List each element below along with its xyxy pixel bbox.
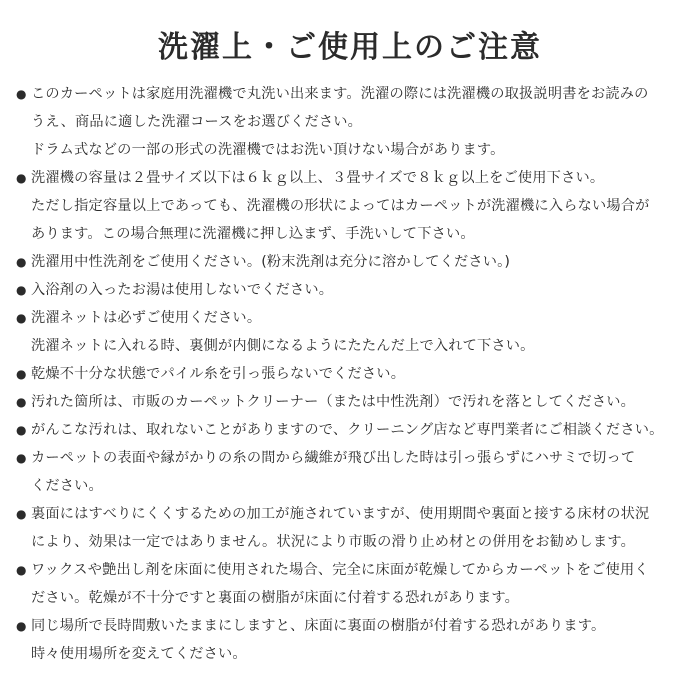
caution-item <box>16 304 696 360</box>
caution-text: 洗濯ネットは必ずご使用ください。 <box>31 310 262 326</box>
caution-item-first-line <box>16 556 696 584</box>
bullet-icon: ● <box>16 563 27 577</box>
caution-item-first-line <box>16 388 696 416</box>
caution-text: 入浴剤の入ったお湯は使用しないでください。 <box>31 282 334 298</box>
caution-text: 時々使用場所を変えてください。 <box>31 646 247 662</box>
caution-item-continuation-line <box>16 528 696 556</box>
bullet-icon: ● <box>16 507 27 521</box>
bullet-icon: ● <box>16 311 27 325</box>
caution-item <box>16 388 696 416</box>
caution-text: 同じ場所で長時間敷いたままにしますと、床面に裏面の樹脂が付着する恐れがあります。 <box>31 618 606 634</box>
caution-item-continuation-line <box>16 108 696 136</box>
caution-item-first-line <box>16 416 696 444</box>
bullet-icon: ● <box>16 283 27 297</box>
caution-text: あります。この場合無理に洗濯機に押し込まず、手洗いして下さい。 <box>31 226 475 242</box>
bullet-icon: ● <box>16 451 27 465</box>
caution-item <box>16 500 696 556</box>
caution-text: ください。 <box>31 478 103 494</box>
caution-text: このカーペットは家庭用洗濯機で丸洗い出来ます。洗濯の際には洗濯機の取扱説明書をお読みの <box>31 86 649 102</box>
caution-text: ワックスや艶出し剤を床面に使用された場合、完全に床面が乾燥してからカーペットをご使用く <box>31 562 649 578</box>
bullet-icon: ● <box>16 395 27 409</box>
caution-item-first-line <box>16 276 696 304</box>
caution-item-first-line <box>16 612 696 640</box>
caution-list <box>16 80 696 668</box>
caution-item-continuation-line <box>16 472 696 500</box>
caution-text: ただし指定容量以上であっても、洗濯機の形状によってはカーペットが洗濯機に入らない場合が <box>31 198 650 214</box>
caution-item-continuation-line <box>16 192 696 220</box>
caution-item-first-line <box>16 360 696 388</box>
caution-item-continuation-line <box>16 332 696 360</box>
caution-item <box>16 164 696 248</box>
caution-text: ドラム式などの一部の形式の洗濯機ではお洗い頂けない場合があります。 <box>31 142 505 158</box>
caution-text: 洗濯ネットに入れる時、裏側が内側になるようにたたんだ上で入れて下さい。 <box>31 338 535 354</box>
caution-item-first-line <box>16 164 696 192</box>
caution-text: 乾燥不十分な状態でパイル糸を引っ張らないでください。 <box>31 366 406 382</box>
caution-text: 汚れた箇所は、市販のカーペットクリーナー（または中性洗剤）で汚れを落としてください。 <box>31 394 635 410</box>
caution-item-first-line <box>16 80 696 108</box>
caution-item-continuation-line <box>16 136 696 164</box>
caution-item <box>16 556 696 612</box>
caution-item <box>16 360 696 388</box>
caution-text: 洗濯用中性洗剤をご使用ください。(粉末洗剤は充分に溶かしてください。) <box>31 254 511 270</box>
caution-text: により、効果は一定ではありません。状況により市販の滑り止め材との併用をお勧めします。 <box>31 534 635 550</box>
page-title: 洗濯上・ご使用上のご注意 <box>158 30 542 65</box>
caution-text: ださい。乾燥が不十分ですと裏面の樹脂が床面に付着する恐れがあります。 <box>31 590 520 606</box>
bullet-icon: ● <box>16 171 27 185</box>
bullet-icon: ● <box>16 619 27 633</box>
caution-item <box>16 276 696 304</box>
caution-item-first-line <box>16 444 696 472</box>
caution-item <box>16 80 696 164</box>
caution-item-continuation-line <box>16 584 696 612</box>
bullet-icon: ● <box>16 367 27 381</box>
caution-item-first-line <box>16 500 696 528</box>
caution-item <box>16 612 696 668</box>
caution-text: うえ、商品に適した洗濯コースをお選びください。 <box>31 114 363 130</box>
caution-item-first-line <box>16 304 696 332</box>
bullet-icon: ● <box>16 255 27 269</box>
caution-text: 洗濯機の容量は２畳サイズ以下は６ｋｇ以上、３畳サイズで８ｋｇ以上をご使用下さい。 <box>31 170 605 186</box>
caution-text: がんこな汚れは、取れないことがありますので、クリーニング店など専門業者にご相談ください。 <box>31 422 664 438</box>
caution-item-first-line <box>16 248 696 276</box>
bullet-icon: ● <box>16 423 27 437</box>
caution-item-continuation-line <box>16 640 696 668</box>
caution-item <box>16 416 696 444</box>
caution-text: カーペットの表面や縁がかりの糸の間から繊維が飛び出した時は引っ張らずにハサミで切って <box>31 450 636 466</box>
caution-item-continuation-line <box>16 220 696 248</box>
caution-text: 裏面にはすべりにくくするための加工が施されていますが、使用期間や裏面と接する床材の状況 <box>31 506 650 522</box>
caution-item <box>16 248 696 276</box>
bullet-icon: ● <box>16 87 27 101</box>
caution-item <box>16 444 696 500</box>
